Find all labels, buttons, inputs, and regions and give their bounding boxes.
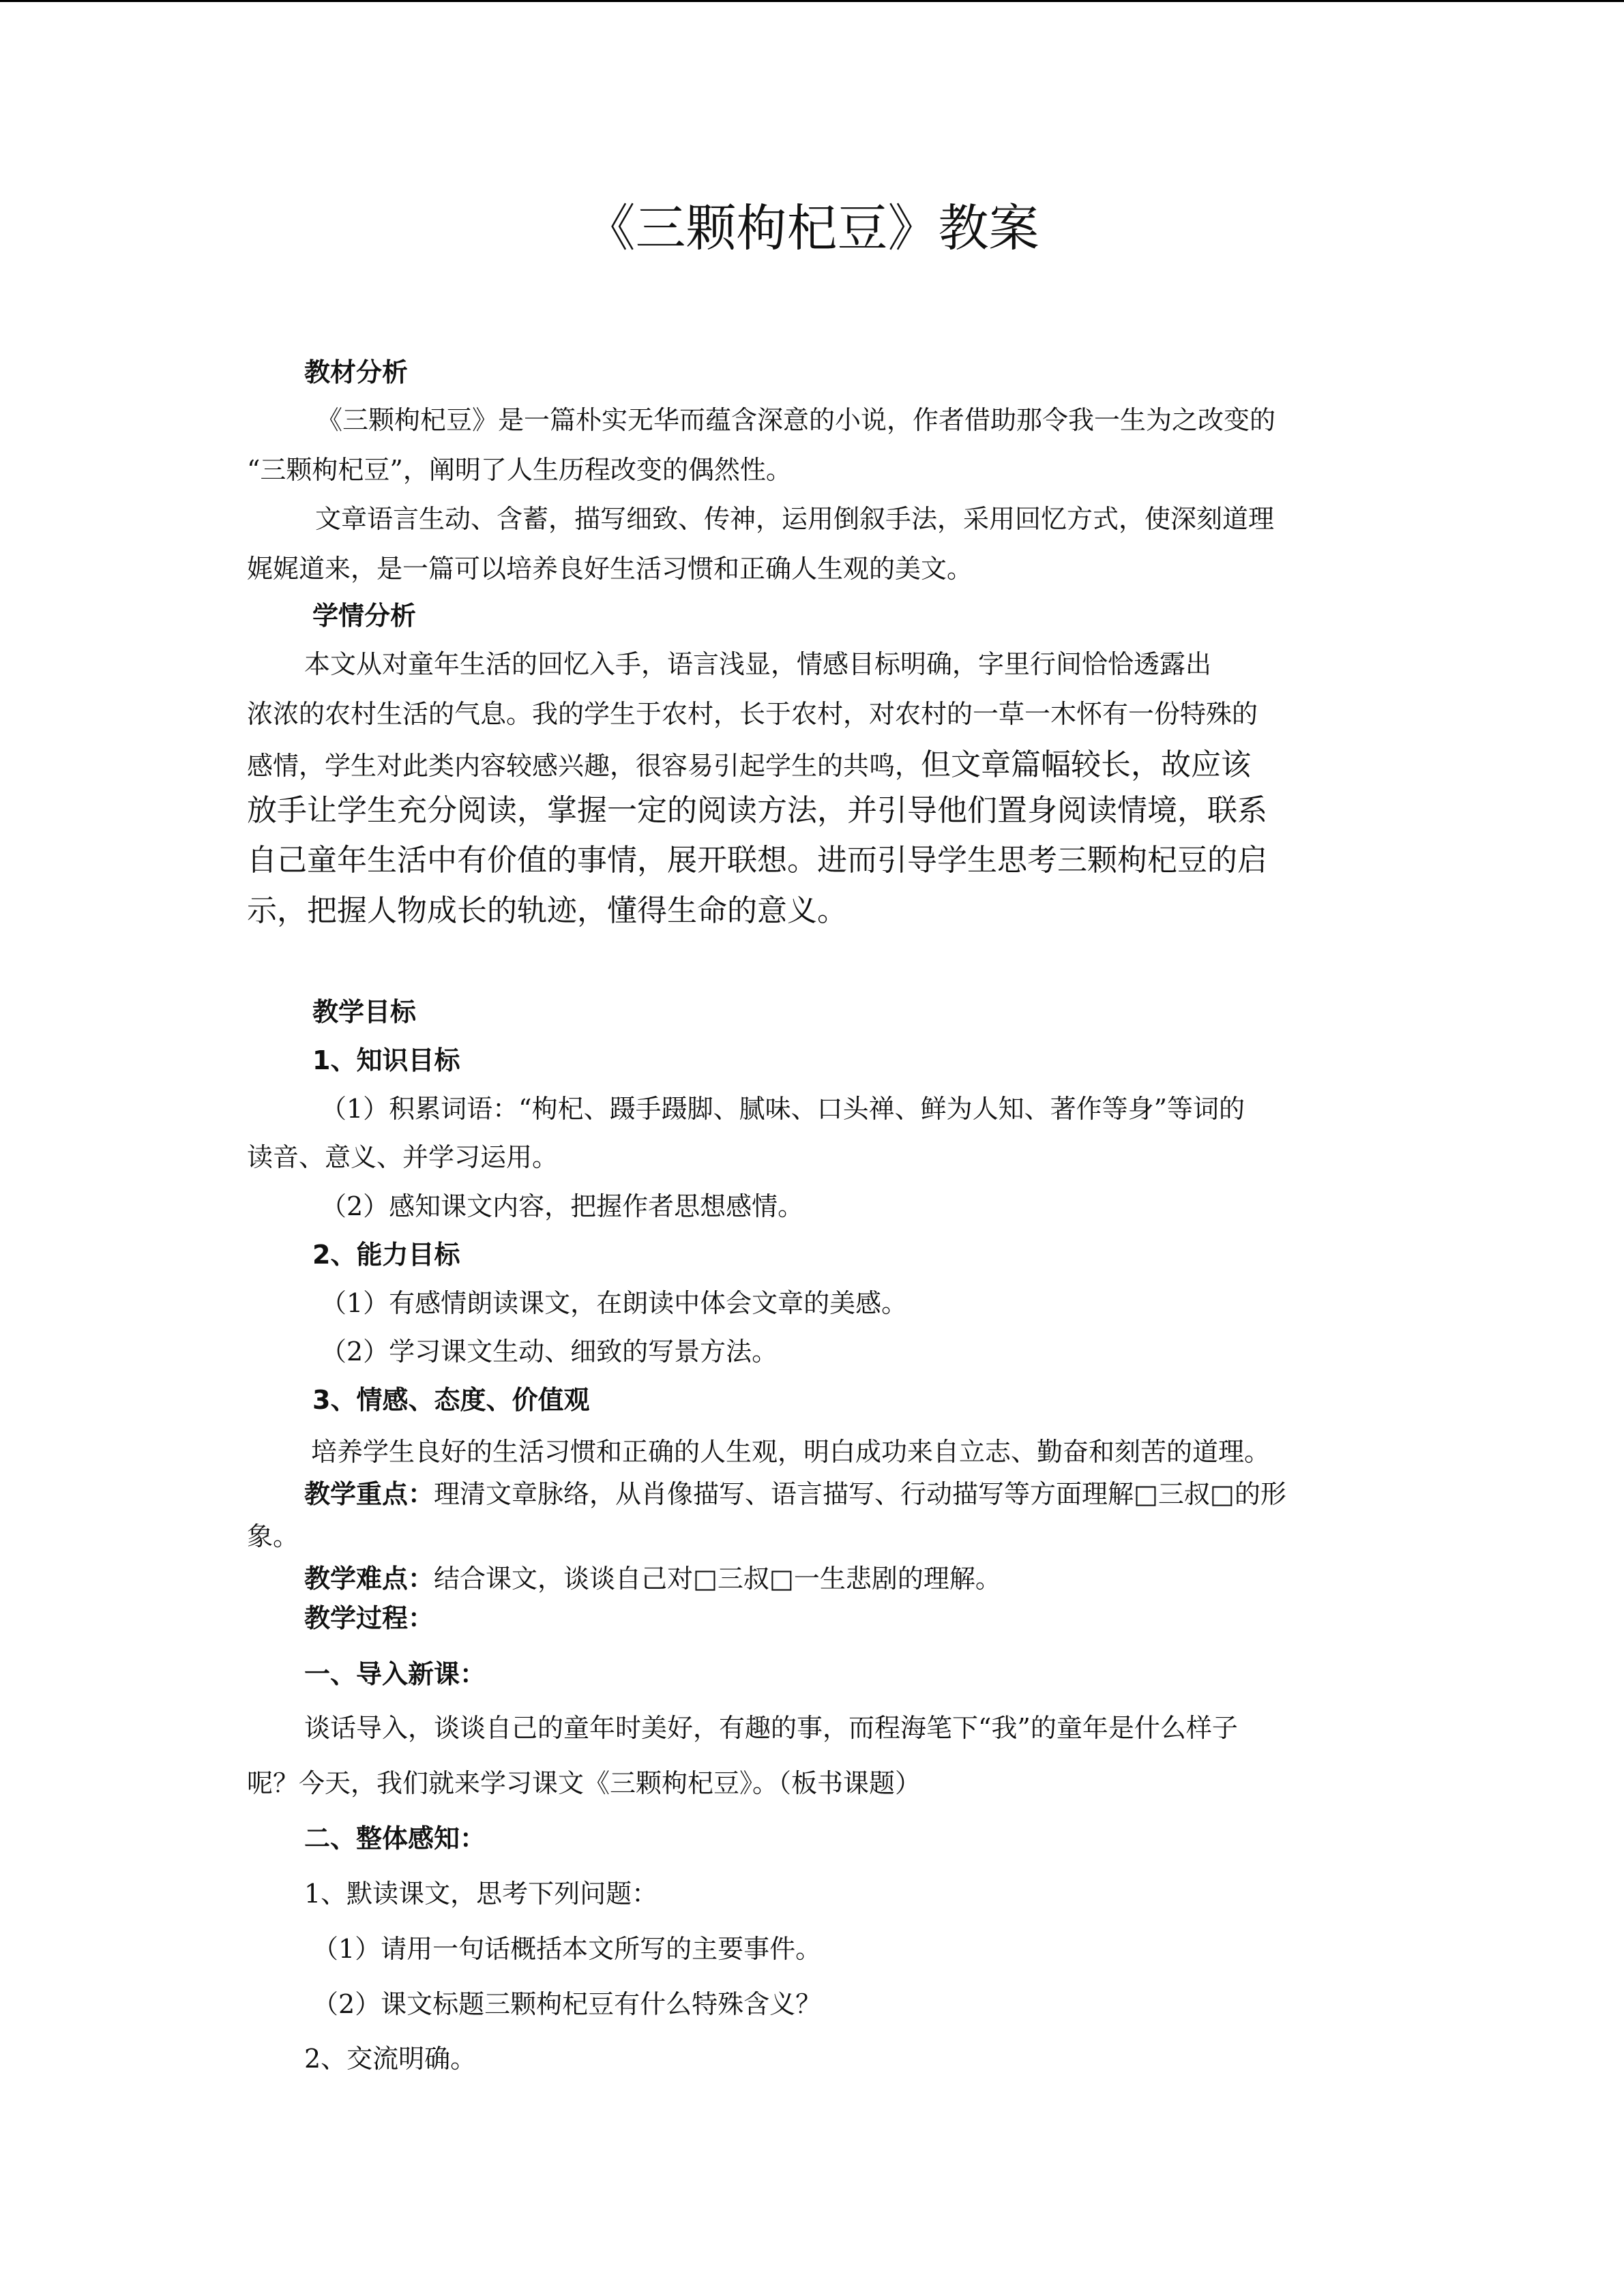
text-run: 但文章篇幅较长，故应该: [921, 747, 1252, 782]
paragraph-line: 示，把握人物成长的轨迹，懂得生命的意义。: [247, 893, 847, 928]
teaching-difficulty-text: 结合课文，谈谈自己对□三叔□一生悲剧的理解。: [434, 1564, 1001, 1594]
list-item: 1、默读课文，思考下列问题：: [304, 1879, 658, 1909]
section-heading-teaching-process: 教学过程：: [304, 1603, 434, 1633]
paragraph-line: （1）积累词语：“枸杞、蹑手蹑脚、腻味、口头禅、鲜为人知、著作等身”等词的: [321, 1094, 1245, 1124]
teaching-focus-line: [304, 1478, 1286, 1510]
subheading-intro: 一、导入新课：: [304, 1659, 486, 1689]
page-title: 《三颗枸杞豆》教案: [585, 199, 1039, 258]
list-item: （1）请用一句话概括本文所写的主要事件。: [312, 1934, 822, 1964]
text-run: 感情，学生对此类内容较感兴趣，很容易引起学生的共鸣，: [247, 751, 921, 781]
paragraph-line: 读音、意义、并学习运用。: [247, 1142, 559, 1172]
paragraph-line: 文章语言生动、含蓄，描写细致、传神，运用倒叙手法，采用回忆方式，使深刻道理: [315, 504, 1275, 534]
section-heading-student-analysis: 学情分析: [312, 601, 417, 631]
teaching-focus-text: 理清文章脉络，从肖像描写、语言描写、行动描写等方面理解□三叔□的形: [434, 1479, 1286, 1509]
paragraph-line: 本文从对童年生活的回忆入手，语言浅显，情感目标明确，字里行间恰恰透露出: [304, 649, 1212, 679]
section-heading-teaching-goals: 教学目标: [312, 997, 417, 1027]
page-top-border: [0, 0, 1624, 2]
paragraph-line: 《三颗枸杞豆》是一篇朴实无华而蕴含深意的小说，作者借助那令我一生为之改变的: [316, 405, 1276, 435]
list-item: （2）课文标题三颗枸杞豆有什么特殊含义？: [312, 1989, 822, 2019]
teaching-difficulty-line: [304, 1563, 1001, 1594]
paragraph-line: [247, 747, 1251, 783]
list-item: 2、交流明确。: [304, 2044, 477, 2074]
paragraph-line: 谈话导入，谈谈自己的童年时美好，有趣的事，而程海笔下“我”的童年是什么样子: [304, 1713, 1238, 1743]
teaching-difficulty-label: 教学难点：: [304, 1564, 434, 1594]
paragraph-line: 培养学生良好的生活习惯和正确的人生观，明白成功来自立志、勤奋和刻苦的道理。: [311, 1437, 1271, 1467]
subheading-knowledge-goals: 1、知识目标: [312, 1045, 460, 1075]
section-heading-textbook-analysis: 教材分析: [304, 357, 409, 387]
subheading-overall-perception: 二、整体感知：: [304, 1823, 486, 1853]
subheading-emotion-goals: 3、情感、态度、价值观: [312, 1385, 590, 1415]
paragraph-line: 象。: [247, 1521, 299, 1551]
paragraph-line: （2）学习课文生动、细致的写景方法。: [321, 1337, 778, 1367]
paragraph-line: 浓浓的农村生活的气息。我的学生于农村，长于农村，对农村的一草一木怀有一份特殊的: [247, 699, 1258, 729]
paragraph-line: （2）感知课文内容，把握作者思想感情。: [321, 1191, 804, 1221]
paragraph-line: 自己童年生活中有价值的事情，展开联想。进而引导学生思考三颗枸杞豆的启: [247, 843, 1267, 878]
paragraph-line: 呢？今天，我们就来学习课文《三颗枸杞豆》。（板书课题）: [247, 1768, 921, 1798]
teaching-focus-label: 教学重点：: [304, 1479, 434, 1509]
paragraph-line: 娓娓道来，是一篇可以培养良好生活习惯和正确人生观的美文。: [247, 554, 973, 584]
paragraph-line: “三颗枸杞豆”，阐明了人生历程改变的偶然性。: [247, 455, 792, 485]
paragraph-line: 放手让学生充分阅读，掌握一定的阅读方法，并引导他们置身阅读情境，联系: [247, 793, 1267, 828]
subheading-ability-goals: 2、能力目标: [312, 1240, 460, 1270]
paragraph-line: （1）有感情朗读课文，在朗读中体会文章的美感。: [321, 1288, 908, 1318]
